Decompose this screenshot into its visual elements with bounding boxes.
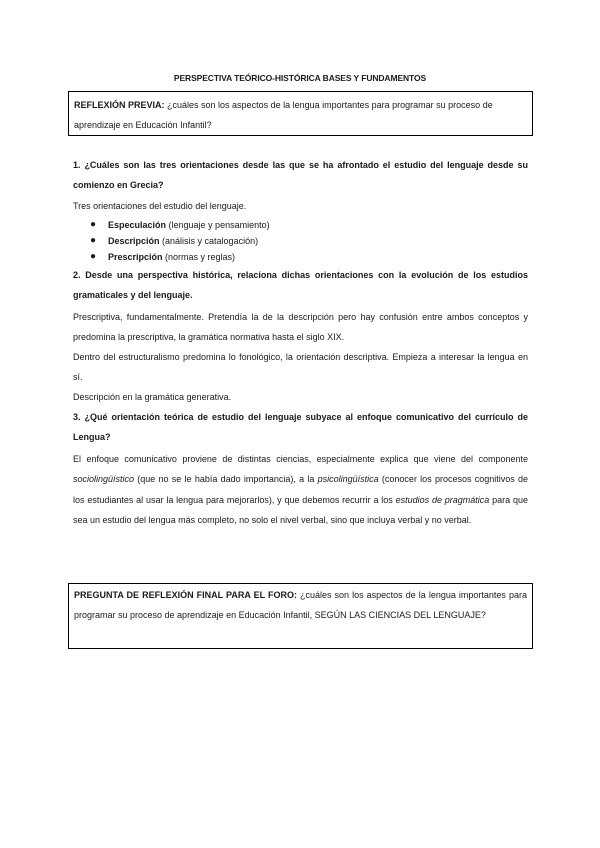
q3-text: (conocer los procesos cognitivos de los estudiantes al usar la lengua para mejorarlos), y que debemos recurrir a los (73, 474, 528, 505)
q2-answer-2: Dentro del estructuralismo predomina lo fonológico, la orientación descriptiva. Empieza a interesar la lengua en sí. (73, 351, 528, 382)
item-desc: (lenguaje y pensamiento) (166, 219, 270, 230)
q3-italic-term: estudios de pragmática (395, 494, 490, 505)
q3-text: El enfoque comunicativo proviene de distintas ciencias, especialmente explica que viene del componente (73, 453, 528, 464)
item-desc: (normas y reglas) (162, 251, 236, 262)
orientations-list (73, 217, 528, 265)
q3-text: para que sea un estudio del lengua más completo, no solo el nivel verbal, sino que incluya verbal y no verbal. (73, 494, 528, 525)
list-item (90, 249, 528, 265)
question-1: 1. ¿Cuáles son las tres orientaciones desde las que se ha afrontado el estudio del lenguaje desde su comienzo en Grecia? (73, 160, 528, 190)
page-title: PERSPECTIVA TEÓRICO-HISTÓRICA BASES Y FUNDAMENTOS (173, 73, 427, 83)
q3-text: (que no se le había dado importancia), a la (134, 474, 318, 484)
q2-answer-1: Prescriptiva, fundamentalmente. Pretendía la de la descripción pero hay confusión entre ambos conceptos y predomina la prescriptiva, la gramática normativa hasta el siglo XIX. (73, 311, 528, 342)
item-term: Descripción (108, 235, 160, 246)
reflexion-previa-box (68, 91, 533, 136)
bullet-icon: ● (90, 234, 97, 246)
list-item (90, 217, 528, 233)
q3-italic-term: psicolingüística (317, 474, 379, 484)
q3-answer (73, 449, 528, 531)
q1-intro: Tres orientaciones del estudio del lenguaje. (73, 201, 247, 211)
question-3: 3. ¿Qué orientación teórica de estudio del lenguaje subyace al enfoque comunicativo del currículo de Lengua? (73, 411, 528, 442)
item-term: Especulación (108, 219, 167, 230)
q2-answer-3: Descripción en la gramática generativa. (73, 391, 232, 402)
pregunta-final-text: ¿cuáles son los aspectos de la lengua importantes para programar su proceso de aprendizaje en Educación Infantil, SEGÚN LAS CIENCIAS DEL LENGUAJE? (74, 590, 527, 620)
pregunta-final-label: PREGUNTA DE REFLEXIÓN FINAL PARA EL FORO: (74, 590, 297, 600)
question-2: 2. Desde una perspectiva histórica, relaciona dichas orientaciones con la evolución de los estudios gramaticales y del lenguaje. (73, 269, 528, 300)
q3-italic-term: sociolingüístico (73, 474, 135, 484)
list-item (90, 233, 528, 249)
reflexion-previa-label: REFLEXIÓN PREVIA: (74, 100, 165, 110)
item-term: Prescripción (108, 251, 163, 262)
reflexion-previa-text: ¿cuáles son los aspectos de la lengua importantes para programar su proceso de aprendizaje en Educación Infantil? (74, 100, 493, 130)
main-content (73, 155, 528, 531)
pregunta-final-box (68, 583, 533, 649)
item-desc: (análisis y catalogación) (159, 235, 259, 246)
pregunta-final-paragraph (74, 585, 527, 625)
reflexion-previa-paragraph (74, 95, 527, 135)
bullet-icon: ● (90, 250, 97, 262)
bullet-icon: ● (90, 218, 97, 230)
